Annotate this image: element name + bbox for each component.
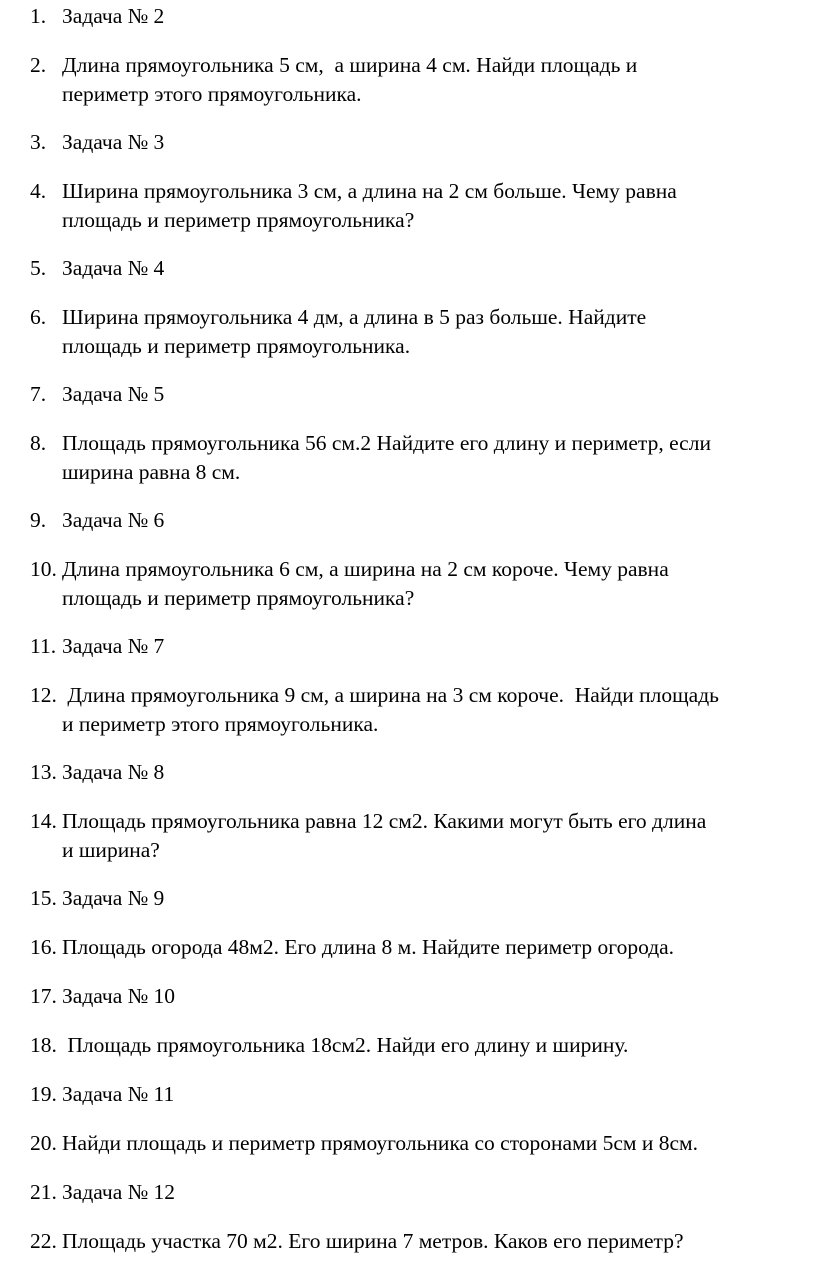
item-line: Задача № 2 bbox=[62, 4, 165, 28]
item-number: 4. bbox=[30, 179, 47, 203]
item-number: 18. bbox=[30, 1033, 57, 1057]
item-line: Задача № 5 bbox=[62, 382, 165, 406]
item-number: 8. bbox=[30, 431, 47, 455]
item-line: и периметр этого прямоугольника. bbox=[62, 712, 379, 736]
item-number: 5. bbox=[30, 256, 47, 280]
item-line: площадь и периметр прямоугольника. bbox=[62, 334, 411, 358]
list-item bbox=[0, 303, 816, 361]
item-line: площадь и периметр прямоугольника? bbox=[62, 586, 415, 610]
list-item bbox=[0, 254, 816, 283]
list-item bbox=[0, 982, 816, 1011]
list-item bbox=[0, 1129, 816, 1158]
list-item bbox=[0, 884, 816, 913]
item-line: Задача № 8 bbox=[62, 760, 165, 784]
item-line: Площадь участка 70 м2. Его ширина 7 метров. Каков его периметр? bbox=[62, 1229, 684, 1253]
item-line: Найди площадь и периметр прямоугольника со сторонами 5см и 8см. bbox=[62, 1131, 699, 1155]
item-number: 10. bbox=[30, 557, 57, 581]
item-line: Длина прямоугольника 5 см, а ширина 4 см. Найди площадь и bbox=[62, 53, 638, 77]
item-number: 22. bbox=[30, 1229, 57, 1253]
item-line: Задача № 12 bbox=[62, 1180, 176, 1204]
item-line: ширина равна 8 см. bbox=[62, 460, 241, 484]
item-number: 3. bbox=[30, 130, 47, 154]
item-line: Площадь прямоугольника 56 см.2 Найдите его длину и периметр, если bbox=[62, 431, 711, 455]
item-line: Задача № 6 bbox=[62, 508, 165, 532]
item-number: 15. bbox=[30, 886, 57, 910]
list-item bbox=[0, 1178, 816, 1207]
item-number: 7. bbox=[30, 382, 47, 406]
item-line: Площадь огорода 48м2. Его длина 8 м. Найдите периметр огорода. bbox=[62, 935, 675, 959]
item-line: Площадь прямоугольника 18см2. Найди его длину и ширину. bbox=[62, 1033, 629, 1057]
list-item bbox=[0, 51, 816, 109]
item-line: площадь и периметр прямоугольника? bbox=[62, 208, 415, 232]
item-line: Задача № 3 bbox=[62, 130, 165, 154]
item-line: Ширина прямоугольника 3 см, а длина на 2 см больше. Чему равна bbox=[62, 179, 677, 203]
list-item bbox=[0, 2, 816, 31]
item-line: Задача № 4 bbox=[62, 256, 165, 280]
list-item bbox=[0, 758, 816, 787]
list-item bbox=[0, 807, 816, 865]
list-item bbox=[0, 1031, 816, 1060]
item-line: Ширина прямоугольника 4 дм, а длина в 5 раз больше. Найдите bbox=[62, 305, 647, 329]
list-item bbox=[0, 1080, 816, 1109]
list-item bbox=[0, 128, 816, 157]
item-number: 20. bbox=[30, 1131, 57, 1155]
list-item bbox=[0, 380, 816, 409]
item-line: Задача № 11 bbox=[62, 1082, 175, 1106]
item-number: 1. bbox=[30, 4, 47, 28]
item-number: 13. bbox=[30, 760, 57, 784]
item-number: 2. bbox=[30, 53, 47, 77]
item-line: Площадь прямоугольника равна 12 см2. Какими могут быть его длина bbox=[62, 809, 707, 833]
list-item bbox=[0, 506, 816, 535]
item-line: Задача № 9 bbox=[62, 886, 165, 910]
item-line: Длина прямоугольника 6 см, а ширина на 2 см короче. Чему равна bbox=[62, 557, 669, 581]
item-number: 6. bbox=[30, 305, 47, 329]
list-item bbox=[0, 429, 816, 487]
item-line: и ширина? bbox=[62, 838, 160, 862]
list-item bbox=[0, 681, 816, 739]
item-number: 14. bbox=[30, 809, 57, 833]
item-line: периметр этого прямоугольника. bbox=[62, 82, 362, 106]
item-line: Длина прямоугольника 9 см, а ширина на 3 см короче. Найди площадь bbox=[62, 683, 719, 707]
list-item bbox=[0, 1227, 816, 1256]
item-number: 9. bbox=[30, 508, 47, 532]
item-number: 16. bbox=[30, 935, 57, 959]
item-number: 21. bbox=[30, 1180, 57, 1204]
item-number: 17. bbox=[30, 984, 57, 1008]
list-item bbox=[0, 177, 816, 235]
item-number: 11. bbox=[30, 634, 57, 658]
item-number: 19. bbox=[30, 1082, 57, 1106]
list-item bbox=[0, 632, 816, 661]
item-line: Задача № 7 bbox=[62, 634, 165, 658]
item-number: 12. bbox=[30, 683, 57, 707]
item-line: Задача № 10 bbox=[62, 984, 176, 1008]
list-item bbox=[0, 933, 816, 962]
list-item bbox=[0, 555, 816, 613]
